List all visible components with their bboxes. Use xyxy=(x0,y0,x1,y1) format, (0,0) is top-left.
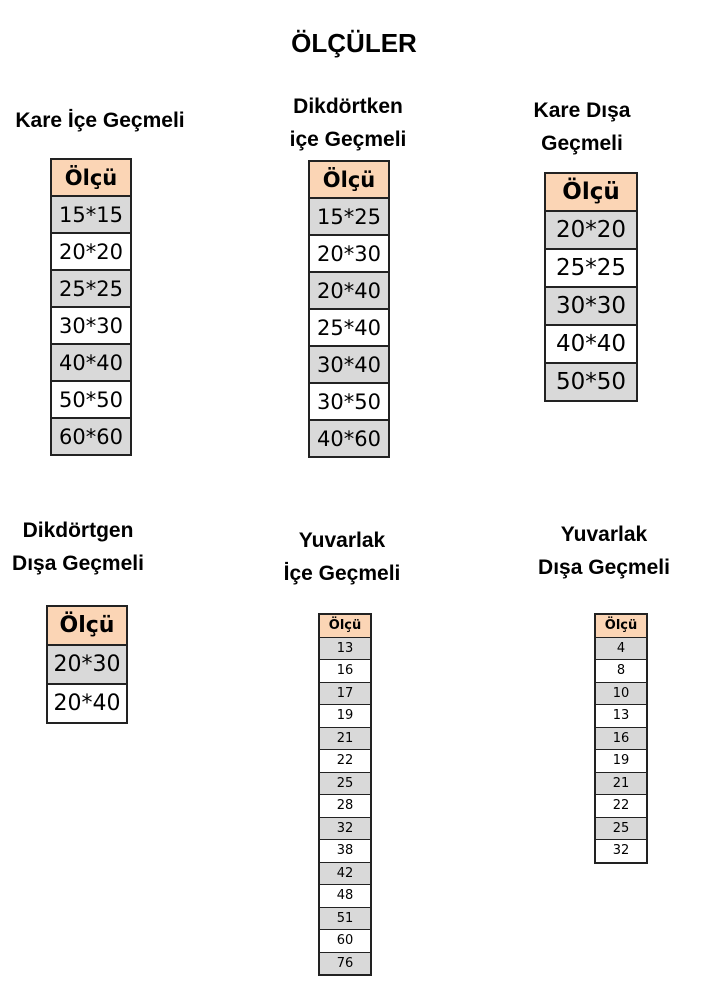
table-row xyxy=(595,705,647,728)
size-table-dikdortken-ice xyxy=(308,160,390,458)
size-cell: 25*40 xyxy=(309,309,389,346)
size-cell: 30*30 xyxy=(51,307,131,344)
size-cell: 50*50 xyxy=(51,381,131,418)
size-cell: 13 xyxy=(319,637,371,660)
heading-line: Dikdörtgen xyxy=(22,519,134,542)
table-row xyxy=(51,418,131,455)
table-row xyxy=(319,885,371,908)
table-row xyxy=(309,383,389,420)
size-table-kare-disa xyxy=(544,172,638,402)
table-row xyxy=(319,772,371,795)
table-row xyxy=(309,346,389,383)
table-row xyxy=(319,682,371,705)
size-cell: 42 xyxy=(319,862,371,885)
heading-line: Kare İçe Geçmeli xyxy=(15,109,185,132)
table-header-row xyxy=(51,159,131,196)
heading-line: Dikdörtken xyxy=(293,95,403,118)
size-cell: 19 xyxy=(319,705,371,728)
table-row xyxy=(319,705,371,728)
table-row xyxy=(595,795,647,818)
table-row xyxy=(595,817,647,840)
table-row xyxy=(309,420,389,457)
size-cell: 50*50 xyxy=(545,363,637,401)
size-cell: 30*30 xyxy=(545,287,637,325)
column-header: Ölçü xyxy=(319,614,371,637)
heading-line: Dışa Geçmeli xyxy=(12,552,144,575)
heading-line: Yuvarlak xyxy=(298,529,386,552)
size-table-yuvarlak-disa xyxy=(594,613,648,864)
table-row xyxy=(595,772,647,795)
heading-line: Yuvarlak xyxy=(560,523,648,546)
size-cell: 10 xyxy=(595,682,647,705)
column-header: Ölçü xyxy=(51,159,131,196)
size-cell: 20*30 xyxy=(309,235,389,272)
table-header-row xyxy=(47,606,127,645)
size-cell: 76 xyxy=(319,952,371,975)
size-cell: 20*40 xyxy=(309,272,389,309)
size-cell: 22 xyxy=(595,795,647,818)
table-row xyxy=(319,750,371,773)
table-row xyxy=(51,233,131,270)
size-cell: 38 xyxy=(319,840,371,863)
table-row xyxy=(309,198,389,235)
heading-line: içe Geçmeli xyxy=(289,128,407,151)
table-row xyxy=(309,309,389,346)
size-cell: 16 xyxy=(319,660,371,683)
table-row xyxy=(319,727,371,750)
size-cell: 60 xyxy=(319,930,371,953)
table-row xyxy=(319,952,371,975)
table-header-row xyxy=(595,614,647,637)
size-table-dikdortgen-disa xyxy=(46,605,128,724)
size-cell: 4 xyxy=(595,637,647,660)
table-row xyxy=(51,270,131,307)
size-cell: 40*60 xyxy=(309,420,389,457)
size-cell: 25 xyxy=(595,817,647,840)
column-header: Ölçü xyxy=(595,614,647,637)
table-row xyxy=(47,645,127,684)
table-row xyxy=(51,381,131,418)
size-cell: 30*50 xyxy=(309,383,389,420)
size-cell: 32 xyxy=(595,840,647,863)
table-row xyxy=(595,682,647,705)
size-cell: 30*40 xyxy=(309,346,389,383)
table-row xyxy=(545,249,637,287)
heading-line: İçe Geçmeli xyxy=(283,562,401,585)
size-cell: 51 xyxy=(319,907,371,930)
size-cell: 20*30 xyxy=(47,645,127,684)
size-cell: 15*25 xyxy=(309,198,389,235)
size-cell: 21 xyxy=(319,727,371,750)
table-row xyxy=(319,862,371,885)
size-cell: 19 xyxy=(595,750,647,773)
table-row xyxy=(51,307,131,344)
table-row xyxy=(309,272,389,309)
size-cell: 32 xyxy=(319,817,371,840)
section-heading-kare-ice xyxy=(0,104,200,137)
size-cell: 60*60 xyxy=(51,418,131,455)
size-cell: 21 xyxy=(595,772,647,795)
table-row xyxy=(595,637,647,660)
table-row xyxy=(545,325,637,363)
size-cell: 20*20 xyxy=(51,233,131,270)
table-row xyxy=(595,750,647,773)
size-cell: 40*40 xyxy=(51,344,131,381)
section-heading-kare-disa xyxy=(482,94,682,160)
table-header-row xyxy=(309,161,389,198)
size-cell: 48 xyxy=(319,885,371,908)
table-row xyxy=(47,684,127,723)
size-cell: 16 xyxy=(595,727,647,750)
page-title: ÖLÇÜLER xyxy=(291,28,417,58)
size-cell: 25*25 xyxy=(51,270,131,307)
table-header-row xyxy=(545,173,637,211)
table-row xyxy=(595,660,647,683)
size-cell: 20*20 xyxy=(545,211,637,249)
size-table-yuvarlak-ice xyxy=(318,613,372,976)
table-row xyxy=(51,344,131,381)
heading-line: Dışa Geçmeli xyxy=(538,556,670,579)
size-cell: 20*40 xyxy=(47,684,127,723)
size-cell: 40*40 xyxy=(545,325,637,363)
table-row xyxy=(319,907,371,930)
size-cell: 25*25 xyxy=(545,249,637,287)
section-heading-yuvarlak-disa xyxy=(504,518,704,584)
table-row xyxy=(545,287,637,325)
section-heading-yuvarlak-ice xyxy=(242,524,442,590)
table-row xyxy=(319,840,371,863)
section-heading-dikdortken-ice xyxy=(248,90,448,156)
column-header: Ölçü xyxy=(545,173,637,211)
table-row xyxy=(595,840,647,863)
size-cell: 22 xyxy=(319,750,371,773)
column-header: Ölçü xyxy=(309,161,389,198)
size-cell: 25 xyxy=(319,772,371,795)
size-cell: 28 xyxy=(319,795,371,818)
table-row xyxy=(545,363,637,401)
heading-line: Kare Dışa xyxy=(533,99,631,122)
heading-line: Geçmeli xyxy=(541,132,623,155)
table-row xyxy=(319,930,371,953)
size-cell: 8 xyxy=(595,660,647,683)
table-row xyxy=(319,637,371,660)
table-row xyxy=(545,211,637,249)
table-row xyxy=(595,727,647,750)
table-row xyxy=(319,795,371,818)
size-cell: 13 xyxy=(595,705,647,728)
table-row xyxy=(319,660,371,683)
table-row xyxy=(51,196,131,233)
table-header-row xyxy=(319,614,371,637)
section-heading-dikdortgen-disa xyxy=(0,514,178,580)
size-table-kare-ice xyxy=(50,158,132,456)
size-cell: 17 xyxy=(319,682,371,705)
table-row xyxy=(319,817,371,840)
column-header: Ölçü xyxy=(47,606,127,645)
size-cell: 15*15 xyxy=(51,196,131,233)
table-row xyxy=(309,235,389,272)
